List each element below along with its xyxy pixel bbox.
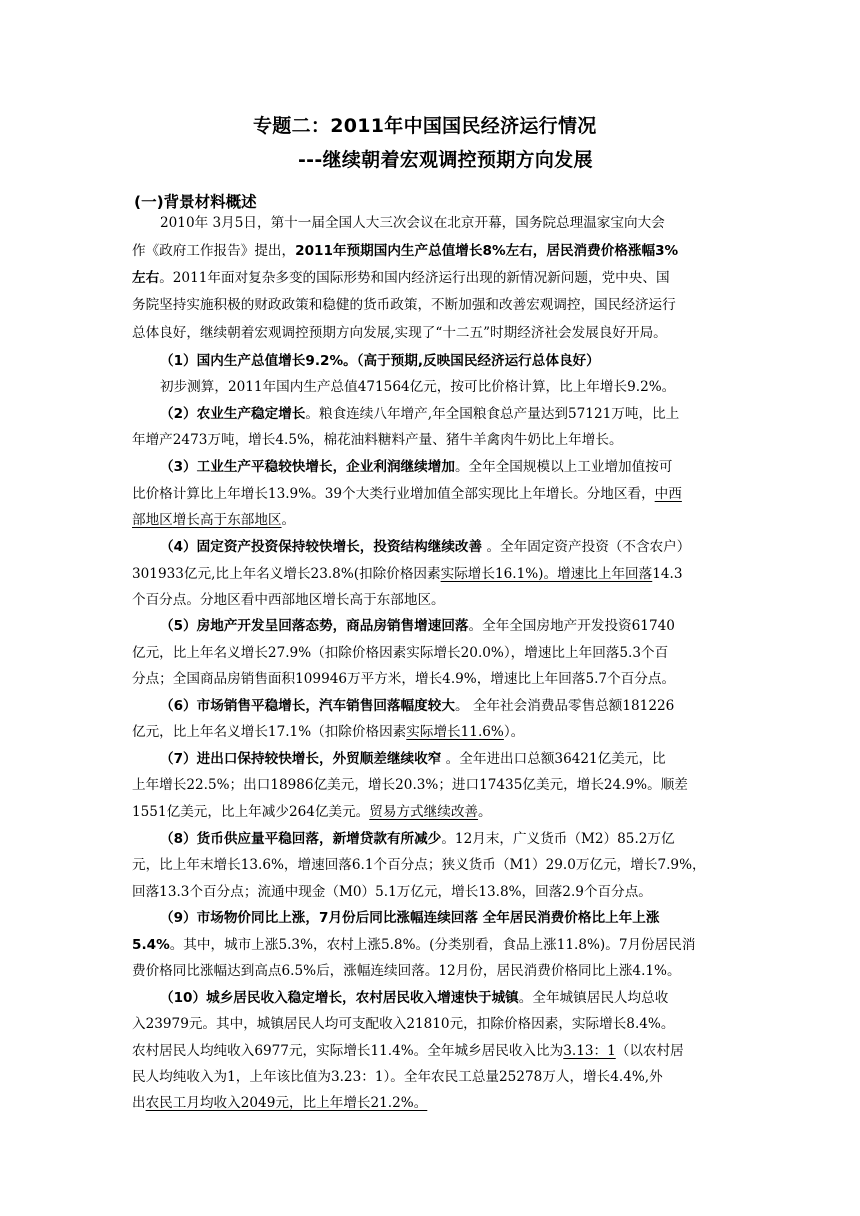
bold-text: （5）房地产开发呈回落态势，商品房销售增速回落 <box>160 618 469 634</box>
text-line <box>132 1018 674 1032</box>
text-line <box>132 568 683 582</box>
underlined-text: 实际增长11.6% <box>406 724 504 740</box>
section-heading: (一)背景材料概述 <box>134 193 257 211</box>
text-segment: 。全年全国规模以上工业增加值按可 <box>454 459 673 475</box>
text-segment: 农村居民人均纯收入6977元，实际增长11.4%。全年城乡居民收入比为 <box>132 1043 564 1059</box>
text-segment: ）。 <box>503 724 525 740</box>
text-segment: 回落13.3个百分点；流通中现金（M0）5.1万亿元，增长13.8%，回落2.9个百分点。 <box>132 884 652 900</box>
text-line <box>160 833 675 847</box>
text-line <box>132 434 623 448</box>
text-segment: 亿元，比上年名义增长17.1%（扣除价格因素 <box>132 724 407 740</box>
text-segment: 。全年全国房地产开发投资61740 <box>468 618 675 634</box>
text-segment: 费价格同比涨幅达到高点6.5%后，涨幅连续回落。12月份，居民消费价格同比上涨4.1%。 <box>132 963 681 979</box>
bold-text: （9）市场物价同比上涨，7月份后同比涨幅连续回落 全年居民消费价格比上年上涨 <box>160 910 660 926</box>
text-line <box>132 245 678 259</box>
text-line <box>132 965 681 979</box>
document-subtitle: ---继续朝着宏观调控预期方向发展 <box>298 149 593 171</box>
text-segment: 301933亿元,比上年名义增长23.8%(扣除价格因素 <box>132 566 441 582</box>
bold-text: （2）农业生产稳定增长 <box>160 406 306 422</box>
text-segment: 年增产2473万吨，增长4.5%，棉花油料糖料产量、猪牛羊禽肉牛奶比上年增长。 <box>132 432 623 448</box>
text-segment: 2010年 3月5日，第十一届全国人大三次会议在北京开幕，国务院总理温家宝向大会 <box>160 215 665 231</box>
text-segment: 作《政府工作报告》提出， <box>132 243 296 259</box>
underlined-text: 中西 <box>654 486 682 502</box>
text-segment: 。全年进出口总额36421亿美元，比 <box>441 751 666 767</box>
underlined-text: 贸易方式继续改善 <box>369 804 479 820</box>
text-line <box>132 647 668 661</box>
bold-text: 左右 <box>132 270 160 286</box>
text-segment: 。其中，城市上涨5.3%，农村上涨5.8%。(分类别看，食品上涨11.8%)。7月份居民消 <box>169 937 696 953</box>
text-segment: （以农村居 <box>615 1043 684 1059</box>
text-line <box>160 620 675 634</box>
text-line <box>160 381 675 395</box>
text-line <box>132 594 445 608</box>
text-segment: 务院坚持实施积极的财政政策和稳健的货币政策，不断加强和改善宏观调控，国民经济运行 <box>132 297 676 313</box>
text-segment: 。12月末，广义货币（M2）85.2万亿 <box>441 831 675 847</box>
text-segment: 总体良好，继续朝着宏观调控预期方向发展,实现了“十二五”时期经济社会发展良好开局。 <box>132 325 667 341</box>
text-segment: 。全年固定资产投资（不含农户） <box>482 539 691 555</box>
bold-text: 5.4% <box>132 937 170 953</box>
text-line <box>132 1097 427 1111</box>
text-line <box>132 673 675 687</box>
text-line <box>132 779 688 793</box>
bold-text: （10）城乡居民收入稳定增长，农村居民收入增速快于城镇 <box>160 990 519 1006</box>
text-line <box>160 541 690 555</box>
text-segment: 。全年城镇居民人均总收 <box>518 990 669 1006</box>
document-title: 专题二：2011年中国国民经济运行情况 <box>253 115 597 137</box>
text-segment: 民人均纯收入为1，上年该比值为3.23：1）。全年农民工总量25278万人，增长4.4%,外 <box>132 1069 663 1085</box>
bold-text: （1）国内生产总值增长9.2%。（高于预期,反映国民经济运行总体良好） <box>160 353 600 369</box>
text-segment: 出 <box>132 1095 146 1111</box>
text-segment: 。2011年面对复杂多变的国际形势和国内经济运行出现的新情况新问题，党中央、国 <box>159 270 670 286</box>
text-segment: 初步测算，2011年国内生产总值471564亿元，按可比价格计算，比上年增长9.2%。 <box>160 379 676 395</box>
text-segment: 14.3 <box>652 566 683 582</box>
text-line <box>132 726 524 740</box>
text-line <box>132 886 652 900</box>
text-line <box>160 753 666 767</box>
text-line <box>132 939 695 953</box>
text-segment: 比价格计算比上年增长13.9%。39个大类行业增加值全部实现比上年增长。分地区看， <box>132 486 655 502</box>
bold-text: （3）工业生产平稳较快增长，企业利润继续增加 <box>160 459 455 475</box>
text-line <box>132 806 492 820</box>
bold-text: （8）货币供应量平稳回落，新增贷款有所减少 <box>160 831 442 847</box>
underlined-text: 部地区增长高于东部地区 <box>132 512 282 528</box>
text-line <box>132 1045 684 1059</box>
text-segment: 分点；全国商品房销售面积109946万平方米，增长4.9%，增速比上年回落5.7个百分点。 <box>132 671 676 687</box>
bold-text: 2011年预期国内生产总值增长8%左右，居民消费价格涨幅3% <box>295 243 679 259</box>
bold-text: （6）市场销售平稳增长，汽车销售回落幅度较大 <box>160 698 455 714</box>
text-segment: 。 <box>281 512 296 528</box>
text-line <box>160 355 600 369</box>
underlined-text: 实际增长16.1%)。增速比上年回落 <box>440 566 653 582</box>
underlined-text: 农民工月均收入2049元，比上年增长21.2%。 <box>145 1095 428 1111</box>
text-line <box>160 461 672 475</box>
text-line <box>132 327 667 341</box>
underlined-text: 3.13：1 <box>563 1043 616 1059</box>
text-segment: 元，比上年末增长13.6%，增速回落6.1个百分点；狭义货币（M1）29.0万亿元，增长7.9%， <box>132 857 706 873</box>
text-line <box>132 299 676 313</box>
text-segment: 入23979元。其中，城镇居民人均可支配收入21810元，扣除价格因素，实际增长8.4%。 <box>132 1016 675 1032</box>
text-segment: 个百分点。分地区看中西部地区增长高于东部地区。 <box>132 592 445 608</box>
text-line <box>132 1071 663 1085</box>
text-line <box>160 408 679 422</box>
text-line <box>132 859 706 873</box>
text-line <box>160 700 674 714</box>
text-line <box>160 912 659 926</box>
bold-text: （7）进出口保持较快增长，外贸顺差继续收窄 <box>160 751 442 767</box>
text-segment: 。 全年社会消费品零售总额181226 <box>454 698 675 714</box>
text-line <box>132 488 682 502</box>
text-line <box>160 992 668 1006</box>
text-segment: 。粮食连续八年增产,年全国粮食总产量达到57121万吨，比上 <box>305 406 680 422</box>
text-segment: 上年增长22.5%；出口18986亿美元，增长20.3%；进口17435亿美元，增长24.9%。顺差 <box>132 777 688 793</box>
text-line <box>132 272 670 286</box>
text-line <box>160 217 665 231</box>
bold-text: （4）固定资产投资保持较快增长，投资结构继续改善 <box>160 539 483 555</box>
text-segment: 1551亿美元，比上年减少264亿美元。 <box>132 804 370 820</box>
text-segment: 亿元，比上年名义增长27.9%（扣除价格因素实际增长20.0%），增速比上年回落5.3个百 <box>132 645 669 661</box>
text-line <box>132 514 295 528</box>
text-segment: 。 <box>478 804 492 820</box>
